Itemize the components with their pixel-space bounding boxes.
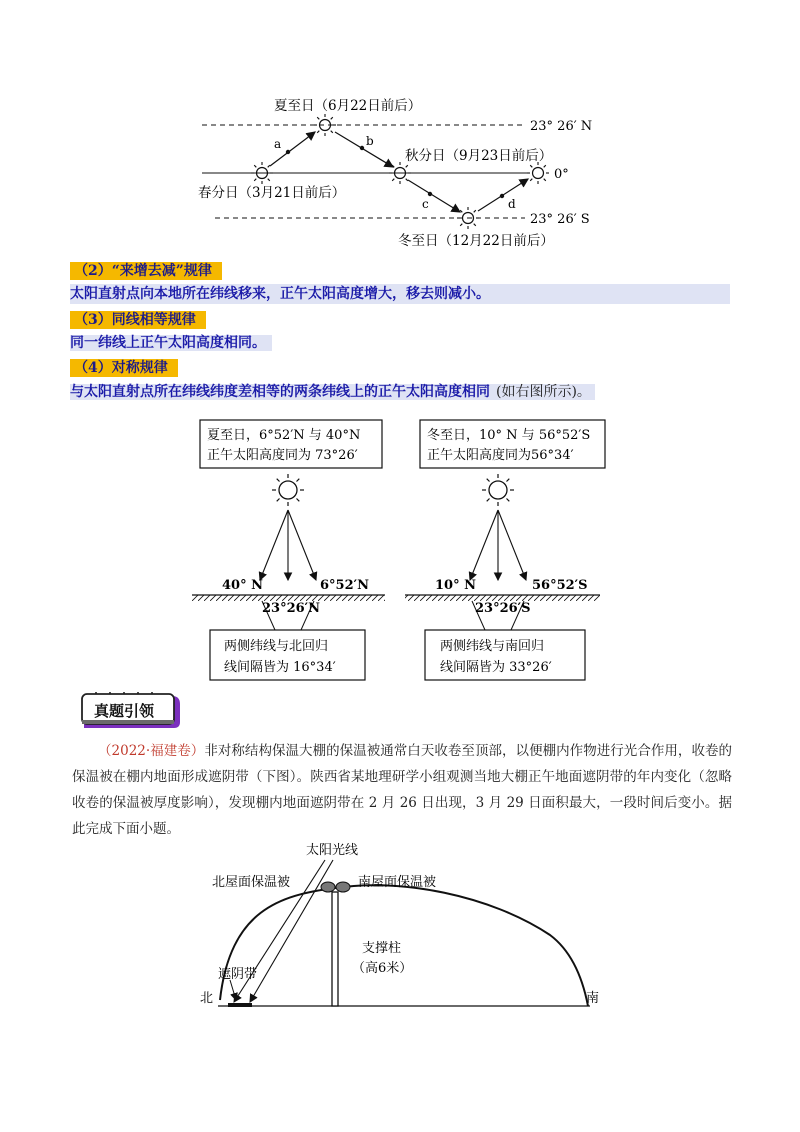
right-lat-right: 56°52′S (532, 578, 588, 593)
left-sun-icon (272, 474, 304, 506)
lat-s-label: 23° 26′ S (530, 212, 590, 227)
right-note-1: 两侧纬线与南回归 (440, 639, 545, 654)
symmetry-diagram (180, 415, 620, 685)
support-pillar (332, 892, 338, 1006)
summer-solstice-label: 夏至日（6月22日前后） (274, 98, 422, 114)
rule-2-label: （2）“来增去减”规律 (70, 262, 222, 280)
greenhouse-diagram (190, 840, 610, 1020)
question-source: （2022·福建卷） (98, 743, 205, 759)
north-label: 北 (200, 991, 214, 1006)
next-spring-sun-icon (527, 162, 549, 184)
lat-n-label: 23° 26′ N (530, 119, 593, 134)
right-lat-left: 10° N (435, 578, 476, 593)
north-quilt-roll (321, 882, 335, 892)
right-title-2: 正午太阳高度同为56°34′ (427, 448, 574, 463)
shade-band (228, 1003, 252, 1007)
greenhouse-roof (220, 885, 588, 1006)
south-quilt-roll (336, 882, 350, 892)
rule-3-text: 同一纬线上正午太阳高度相同。 (70, 333, 272, 353)
lat-0-label: 0° (554, 167, 569, 182)
left-lat-left: 40° N (222, 578, 263, 593)
north-quilt-label: 北屋面保温被 (212, 875, 291, 890)
left-note-2: 线间隔皆为 16°34′ (224, 660, 336, 675)
question-body: 非对称结构保温大棚的保温被通常白天收卷至顶部，以便棚内作物进行光合作用，收卷的保温被在棚内地面形成遮阴带（下图）。陕西省某地理研学小组观测当地大棚正午地面遮阴带的年内变化（忽略收卷的保温被厚度影响），发现棚内地面遮阴带在 2 月 26 日出现，3 月 29 日面积最大，一段时间后变小。据此完成下面小题。 (72, 743, 733, 837)
label-b: b (366, 134, 374, 148)
spring-equinox-label: 春分日（3月21日前后） (198, 185, 346, 201)
rule-3-label: （3）同线相等规律 (70, 311, 206, 329)
label-a: a (274, 137, 282, 151)
rule-4-text: 与太阳直射点所在纬线纬度差相等的两条纬线上的正午太阳高度相同 (如右图所示)。 (70, 382, 595, 402)
rule-2-text: 太阳直射点向本地所在纬线移来，正午太阳高度增大，移去则减小。 (70, 284, 496, 304)
left-note-1: 两侧纬线与北回归 (224, 639, 329, 654)
pillar-label-1: 支撑柱 (362, 941, 402, 956)
sunlight-label: 太阳光线 (306, 843, 359, 858)
south-quilt-label: 南屋面保温被 (358, 875, 437, 890)
left-lat-right: 6°52′N (320, 578, 369, 593)
label-c: c (422, 197, 429, 211)
rule-4-label: （4）对称规律 (70, 359, 178, 377)
left-title-2: 正午太阳高度同为 73°26′ (207, 448, 358, 463)
right-lat-mid: 23°26′S (475, 601, 531, 616)
pillar-label-2: （高6米） (352, 961, 413, 976)
shade-label: 遮阴带 (218, 967, 258, 982)
tag-label: 真题引领 (94, 702, 155, 720)
section-tag (80, 692, 185, 730)
left-title-1: 夏至日，6°52′N 与 40°N (207, 428, 361, 443)
south-label: 南 (586, 991, 600, 1006)
winter-solstice-label: 冬至日（12月22日前后） (398, 233, 554, 249)
right-title-1: 冬至日，10° N 与 56°52′S (427, 428, 591, 443)
right-panel (405, 420, 605, 680)
autumn-equinox-label: 秋分日（9月23日前后） (405, 148, 553, 164)
left-lat-mid: 23°26′N (262, 601, 320, 616)
question-paragraph (72, 738, 732, 842)
right-note-2: 线间隔皆为 33°26′ (440, 660, 552, 675)
sun-migration-diagram (190, 90, 620, 255)
label-d: d (508, 197, 516, 211)
left-panel (192, 420, 385, 680)
right-sun-icon (482, 474, 514, 506)
